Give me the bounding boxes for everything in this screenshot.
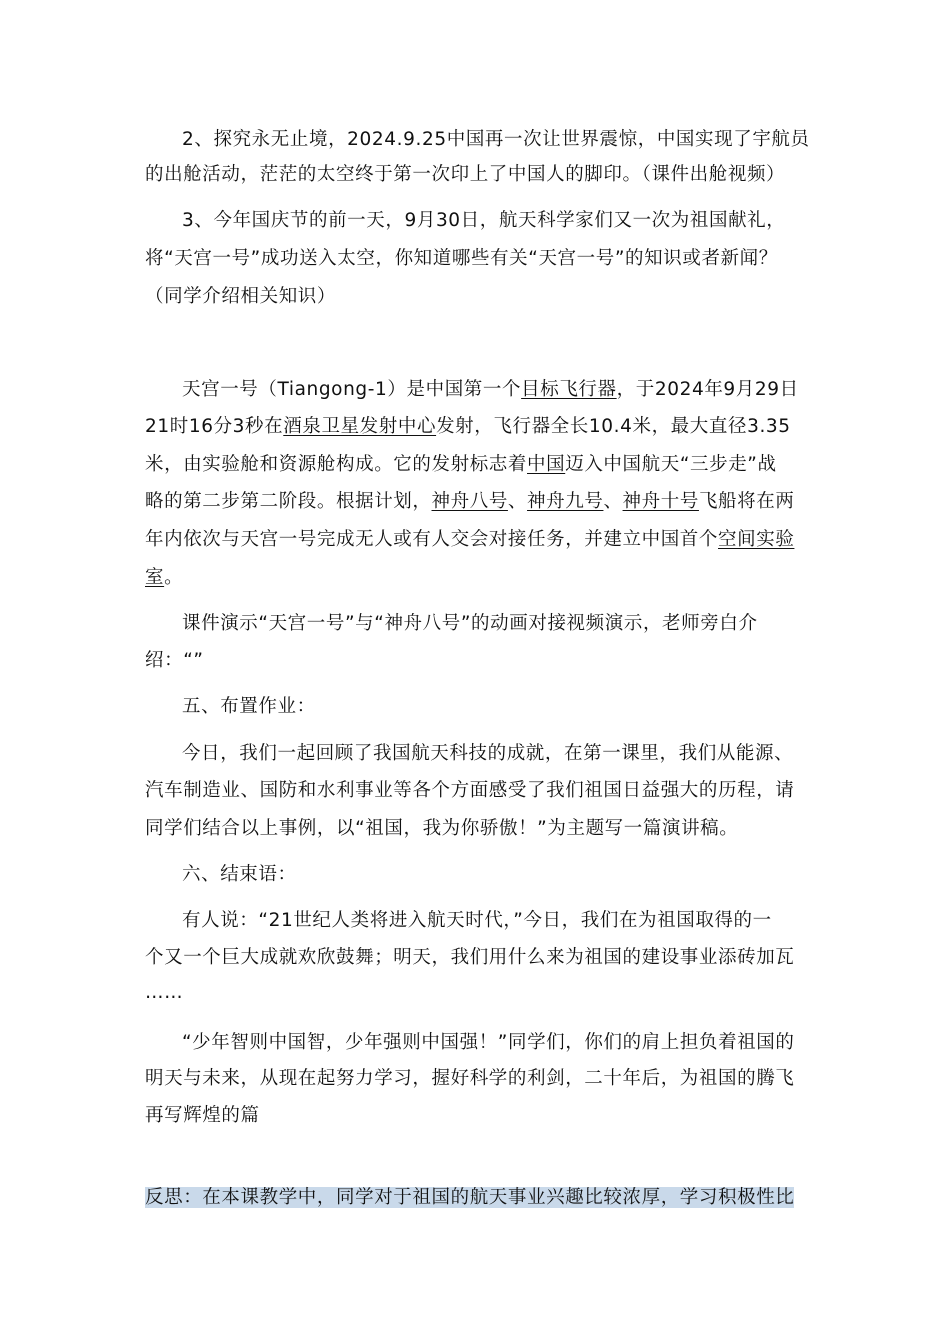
paragraph-line: 明天与未来，从现在起努力学习，握好科学的利剑，二十年后，为祖国的腾飞 [145, 1068, 795, 1089]
link-space-lab-cont[interactable]: 室 [145, 567, 165, 588]
text-run: 飞船将在两 [698, 491, 795, 512]
paragraph-line: 今日，我们一起回顾了我国航天科技的成就，在第一课里，我们从能源、 [182, 743, 794, 764]
paragraph-line: 绍：“” [145, 650, 204, 671]
paragraph-line [145, 527, 794, 553]
link-shenzhou-10[interactable]: 神舟十号 [622, 491, 699, 512]
paragraph-line: 2、探究永无止境，2024.9.25中国再一次让世界震惊，中国实现了宇航员 [182, 129, 810, 150]
highlighted-text: 反思：在本课教学中，同学对于祖国的航天事业兴趣比较浓厚，学习积极性比 [145, 1187, 795, 1208]
reflection-line [145, 1185, 794, 1211]
paragraph-line: 课件演示“天宫一号”与“神舟八号”的动画对接视频演示，老师旁白介 [182, 613, 758, 634]
text-run: 21时16分3秒在 [145, 416, 284, 437]
paragraph-line [145, 489, 794, 515]
link-jiuquan-launch-center[interactable]: 酒泉卫星发射中心 [283, 416, 437, 437]
paragraph-line: 汽车制造业、国防和水利事业等各个方面感受了我们祖国日益强大的历程，请 [145, 780, 795, 801]
paragraph-line: 再写辉煌的篇 [145, 1105, 260, 1126]
paragraph-line: …… [145, 982, 184, 1003]
text-run: 、 [603, 491, 623, 512]
section-heading: 六、结束语： [182, 864, 297, 885]
paragraph-line: 个又一个巨大成就欢欣鼓舞；明天，我们用什么来为祖国的建设事业添砖加瓦 [145, 947, 795, 968]
paragraph-line: 将“天宫一号”成功送入太空，你知道哪些有关“天宫一号”的知识或者新闻？ [145, 248, 778, 269]
link-shenzhou-8[interactable]: 神舟八号 [431, 491, 508, 512]
paragraph-line [182, 377, 799, 403]
paragraph-line: 同学们结合以上事例，以“祖国，我为你骄傲！”为主题写一篇演讲稿。 [145, 818, 739, 839]
paragraph-line [145, 565, 183, 591]
text-run: 略的第二步第二阶段。根据计划， [145, 491, 432, 512]
paragraph-line [145, 452, 777, 478]
text-run: 、 [507, 491, 528, 512]
paragraph-line [145, 414, 791, 440]
text-run: 年内依次与天宫一号完成无人或有人交会对接任务，并建立中国首个 [145, 529, 719, 550]
link-china[interactable]: 中国 [527, 454, 566, 475]
paragraph-line: 3、今年国庆节的前一天，9月30日，航天科学家们又一次为祖国献礼， [182, 210, 786, 231]
text-run: 发射，飞行器全长10.4米，最大直径3.35 [436, 416, 791, 437]
paragraph-line: （同学介绍相关知识） [145, 286, 337, 307]
link-target-aircraft[interactable]: 目标飞行器 [521, 379, 617, 400]
paragraph-line: 有人说：“21世纪人类将进入航天时代，”今日，我们在为祖国取得的一 [182, 910, 772, 931]
text-run: ，于2024年9月29日 [616, 379, 799, 400]
link-shenzhou-9[interactable]: 神舟九号 [527, 491, 604, 512]
section-heading: 五、布置作业： [182, 696, 316, 717]
text-run: 迈入中国航天“三步走”战 [565, 454, 777, 475]
text-run: 天宫一号（Tiangong-1）是中国第一个 [182, 379, 522, 400]
link-space-lab[interactable]: 空间实验 [718, 529, 795, 550]
paragraph-line: “少年智则中国智，少年强则中国强！”同学们，你们的肩上担负着祖国的 [182, 1032, 795, 1053]
paragraph-line: 的出舱活动，茫茫的太空终于第一次印上了中国人的脚印。（课件出舱视频） [145, 164, 786, 185]
text-run: 米，由实验舱和资源舱构成。它的发射标志着 [145, 454, 528, 475]
text-run: 。 [164, 567, 184, 588]
